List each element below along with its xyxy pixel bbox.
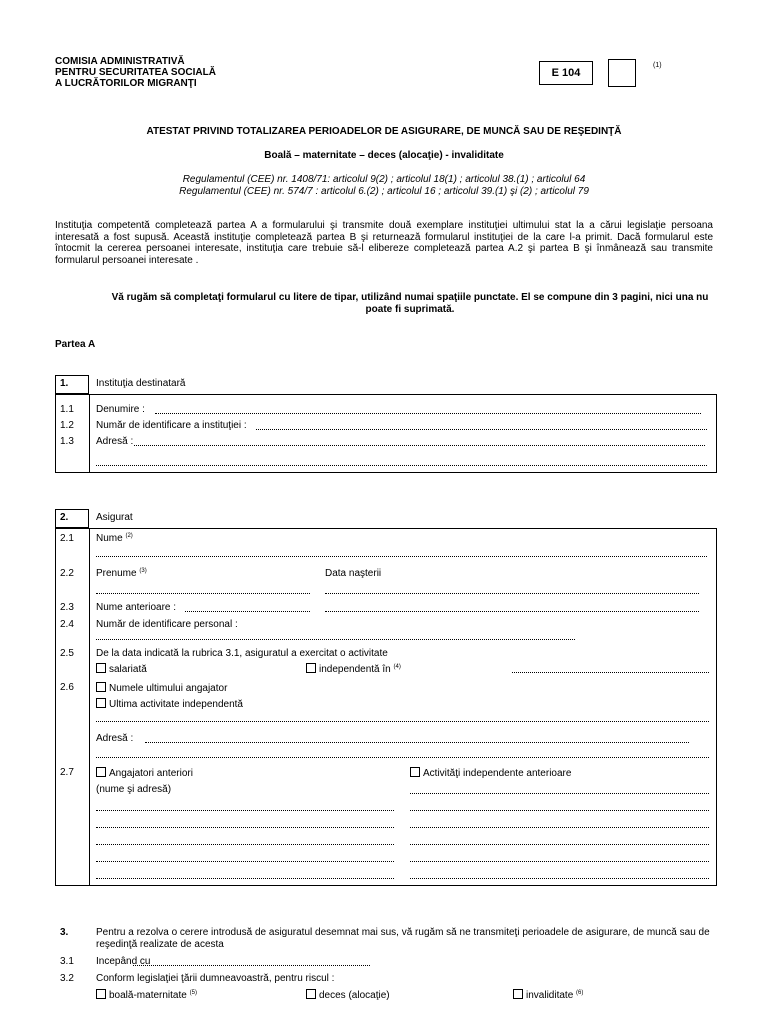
institution-id-label: Număr de identificare a instituţiei : (96, 420, 247, 431)
surname-field[interactable] (96, 556, 707, 557)
previous-employers-field-1[interactable] (96, 810, 394, 811)
part-a-heading: Partea A (55, 339, 96, 350)
birth-date-field[interactable] (325, 593, 699, 594)
self-employed-checkbox[interactable] (306, 663, 316, 673)
item-1-3-number: 1.3 (60, 436, 74, 447)
item-2-3-number: 2.3 (60, 602, 74, 613)
last-self-employment-checkbox[interactable] (96, 698, 106, 708)
institution-address-field[interactable] (134, 445, 705, 446)
regulation-line-1: Regulamentul (CEE) nr. 1408/71: articolul 9(2) ; articolul 18(1) ; articolul 38.(1) ; articolul 64 (182, 174, 586, 185)
form-subtitle: Boală – maternitate – deces (alocaţie) - invaliditate (264, 150, 504, 161)
previous-names-field-2[interactable] (325, 611, 699, 612)
employed-checkbox[interactable] (96, 663, 106, 673)
previous-names-field[interactable] (185, 611, 310, 612)
item-2-1-number: 2.1 (60, 533, 74, 544)
self-employed-country-field[interactable] (512, 672, 709, 673)
previous-self-employment-option[interactable]: Activităţi independente anterioare (410, 767, 571, 779)
first-name-field[interactable] (96, 593, 310, 594)
regulation-line-2: Regulamentul (CEE) nr. 574/7 : articolul 6.(2) ; articolul 16 ; articolul 39.(1) şi (2) ; articolul 79 (179, 186, 589, 197)
institution-name-label: Denumire : (96, 404, 145, 415)
previous-employers-checkbox[interactable] (96, 767, 106, 777)
intro-paragraph: Instituţia competentă completează partea A a formularului şi transmite două exemplare instituţiei ultimului stat la a cărui legislaţie persoana interesată a fost supusă. Această instituţie completează partea B şi returnează formularul instituţiei de la care l-a primit. Dacă formularul este întocmit la cererea persoanei interesate, instituţia care trebuie să-l elibereze completează partea A.2 şi partea B şi înmânează sau transmite formularul persoanei interesate . (55, 220, 713, 266)
birth-date-label: Data naşterii (325, 568, 382, 579)
org-line-1: COMISIA ADMINISTRATIVĂ (55, 56, 185, 67)
institution-name-field[interactable] (155, 413, 701, 414)
item-2-7-number: 2.7 (60, 767, 74, 778)
employer-address-label: Adresă : (96, 733, 134, 744)
employer-address-field[interactable] (145, 742, 689, 743)
previous-names-label: Nume anterioare : (96, 602, 177, 613)
personal-id-label: Număr de identificare personal : (96, 619, 238, 630)
section-2-number: 2. (55, 509, 89, 528)
institution-address-label: Adresă : (96, 436, 134, 447)
previous-self-employment-field-6[interactable] (410, 878, 709, 879)
activity-label: De la data indicată la rubrica 3.1, asiguratul a exercitat o activitate (96, 648, 388, 659)
form-code-box (539, 61, 593, 85)
death-grant-option[interactable]: deces (alocaţie) (306, 989, 390, 1001)
issuing-commission (55, 56, 216, 89)
item-1-2-number: 1.2 (60, 420, 74, 431)
footnote-ref-1: (1) (653, 62, 662, 69)
previous-employers-option[interactable]: Angajatori anteriori (96, 767, 193, 779)
item-2-4-number: 2.4 (60, 619, 74, 630)
section-1-number: 1. (55, 375, 89, 394)
previous-employers-field-2[interactable] (96, 827, 394, 828)
item-2-6-number: 2.6 (60, 682, 74, 693)
last-self-employment-option[interactable]: Ultima activitate independentă (96, 698, 243, 710)
org-line-2: PENTRU SECURITATEA SOCIALĂ (55, 67, 216, 78)
first-name-label: Prenume $^{(3)}$ (96, 568, 147, 579)
section-2-title: Asigurat (96, 512, 133, 523)
previous-employers-field-5[interactable] (96, 878, 394, 879)
item-2-2-number: 2.2 (60, 568, 74, 579)
invalidity-checkbox[interactable] (513, 989, 523, 999)
form-code: E 104 (551, 67, 581, 79)
item-3-1-number: 3.1 (60, 956, 74, 967)
name-address-hint: (nume şi adresă) (96, 784, 172, 795)
last-employer-option[interactable]: Numele ultimului angajator (96, 682, 227, 694)
form-title: ATESTAT PRIVIND TOTALIZAREA PERIOADELOR DE ASIGURARE, DE MUNCĂ SAU DE REŞEDINŢĂ (146, 126, 622, 137)
personal-id-field[interactable] (96, 639, 575, 640)
org-line-3: A LUCRĂTORILOR MIGRANŢI (55, 78, 197, 89)
previous-self-employment-field-3[interactable] (410, 827, 709, 828)
self-employed-option[interactable]: independentă în $^{(4)}$ (306, 663, 401, 675)
sickness-maternity-option[interactable]: boală-maternitate $^{(5)}$ (96, 989, 197, 1001)
surname-label: Nume $^{(2)}$ (96, 533, 133, 544)
fill-instructions: Vă rugăm să completaţi formularul cu litere de tipar, utilizând numai spaţiile punctate. El se compune din 3 pagini, nici una nu poate fi suprimată. (111, 292, 709, 315)
last-employer-field[interactable] (96, 721, 709, 722)
section-1-divider (89, 394, 90, 473)
section-3-request-text: Pentru a rezolva o cerere introdusă de asiguratul desemnat mai sus, vă rugăm să ne transmiteţi perioadele de asigurare, de muncă sau de reşedinţă realizate de acesta (96, 927, 710, 950)
institution-id-field[interactable] (256, 429, 707, 430)
previous-employers-field-3[interactable] (96, 844, 394, 845)
previous-self-employment-checkbox[interactable] (410, 767, 420, 777)
institution-address-field-2[interactable] (96, 465, 707, 466)
death-grant-checkbox[interactable] (306, 989, 316, 999)
section-1-frame (55, 394, 717, 473)
starting-from-label: Incepând cu (96, 956, 151, 967)
previous-employers-field-4[interactable] (96, 861, 394, 862)
employer-address-field-2[interactable] (96, 757, 709, 758)
risk-label: Conform legislaţiei ţării dumneavoastră, pentru riscul : (96, 973, 335, 984)
invalidity-option[interactable]: invaliditate $^{(6)}$ (513, 989, 583, 1001)
previous-self-employment-field-1[interactable] (410, 793, 709, 794)
item-3-2-number: 3.2 (60, 973, 74, 984)
previous-self-employment-field-5[interactable] (410, 861, 709, 862)
last-employer-checkbox[interactable] (96, 682, 106, 692)
item-2-5-number: 2.5 (60, 648, 74, 659)
item-1-1-number: 1.1 (60, 404, 74, 415)
section-2-divider (89, 528, 90, 886)
starting-from-field[interactable] (133, 965, 370, 966)
previous-self-employment-field-2[interactable] (410, 810, 709, 811)
employed-option[interactable]: salariată (96, 663, 147, 675)
previous-self-employment-field-4[interactable] (410, 844, 709, 845)
section-1-title: Instituţia destinatară (96, 378, 186, 389)
section-3-number: 3. (60, 927, 69, 938)
country-code-box[interactable] (608, 59, 636, 87)
sickness-maternity-checkbox[interactable] (96, 989, 106, 999)
